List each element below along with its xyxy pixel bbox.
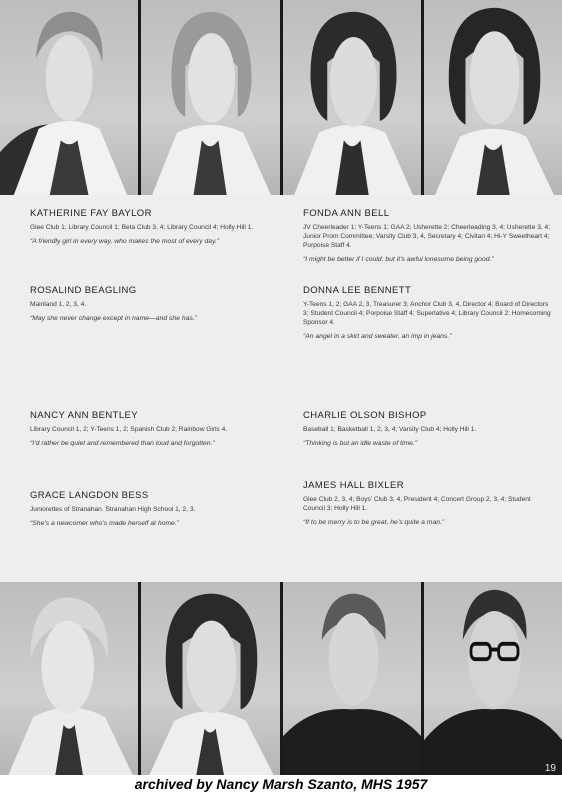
senior-entry [303, 480, 553, 527]
portrait-photo [0, 582, 138, 775]
page-number: 19 [544, 763, 556, 774]
archive-caption: archived by Nancy Marsh Szanto, MHS 1957 [134, 776, 428, 792]
portrait-photo [141, 0, 279, 195]
senior-entry [30, 208, 276, 246]
senior-entry [303, 285, 553, 341]
student-activities: Y-Teens 1, 2; GAA 2, 3, Treasurer 3; Anchor Club 3, 4, Director 4; Board of Directors 3; Student Council 4; Porpoise Staff 4; Superlative 4; Library Council 2; Homecoming Sponsor 4. [303, 301, 551, 326]
student-name: KATHERINE FAY BAYLOR [30, 208, 152, 219]
portrait-photo [283, 582, 421, 775]
student-quote: “An angel in a skirt and sweater, an imp in jeans.” [303, 332, 452, 340]
portrait-photo [283, 0, 421, 195]
student-activities: Glee Club 2, 3, 4; Boys’ Club 3, 4, President 4; Concert Group 2, 3, 4; Student Council 3; Holly Hill 1. [303, 496, 531, 512]
student-name: FONDA ANN BELL [303, 208, 390, 219]
senior-entry [30, 410, 280, 448]
portrait-photo [141, 582, 279, 775]
student-quote: “If to be merry is to be great, he’s quite a man.” [303, 518, 445, 526]
student-name: JAMES HALL BIXLER [303, 480, 404, 491]
student-quote: “A friendly girl in every way, who makes the most of every day.” [30, 237, 220, 245]
senior-entry [303, 208, 553, 264]
student-name: GRACE LANGDON BESS [30, 490, 149, 501]
senior-entry [303, 410, 553, 448]
senior-entry [30, 285, 276, 323]
student-quote: “I might be better if I could; but it’s awful lonesome being good.” [303, 255, 494, 263]
student-name: ROSALIND BEAGLING [30, 285, 137, 296]
portrait-photo [424, 582, 562, 775]
student-activities: JV Cheerleader 1; Y-Teens 1; GAA 2; Usherette 2; Cheerleading 3, 4; Usherette 3, 4; Junior Prom Committee; Varsity Club 3, 4, Secretary 4; Civitan 4; Hi-Y Sweetheart 4; Porpoise Staff 4. [303, 224, 551, 249]
student-name: CHARLIE OLSON BISHOP [303, 410, 427, 421]
student-activities: Glee Club 1; Library Council 1; Beta Club 3, 4; Library Council 4; Holly Hill 1. [30, 224, 254, 231]
senior-entry [30, 490, 210, 528]
portrait-photo [0, 0, 138, 195]
portrait-photo [424, 0, 562, 195]
top-portrait-row [0, 0, 562, 195]
student-quote: “May she never change except in name—and she has.” [30, 314, 197, 322]
student-name: NANCY ANN BENTLEY [30, 410, 138, 421]
student-activities: Library Council 1, 2; Y-Teens 1, 2; Spanish Club 2; Rainbow Girls 4. [30, 426, 228, 433]
student-quote: “Thinking is but an idle waste of time.” [303, 439, 418, 447]
student-activities: Baseball 1; Basketball 1, 2, 3, 4; Varsity Club 4; Holly Hill 1. [303, 426, 477, 433]
student-activities: Juniorettes of Stranahan. Stranahan High School 1, 2, 3. [30, 506, 196, 513]
bottom-portrait-row [0, 582, 562, 775]
student-activities: Mainland 1, 2, 3, 4. [30, 301, 87, 308]
student-quote: “I’d rather be quiet and remembered than loud and forgotten.” [30, 439, 215, 447]
student-quote: “She’s a newcomer who’s made herself at home.” [30, 519, 179, 527]
student-name: DONNA LEE BENNETT [303, 285, 412, 296]
